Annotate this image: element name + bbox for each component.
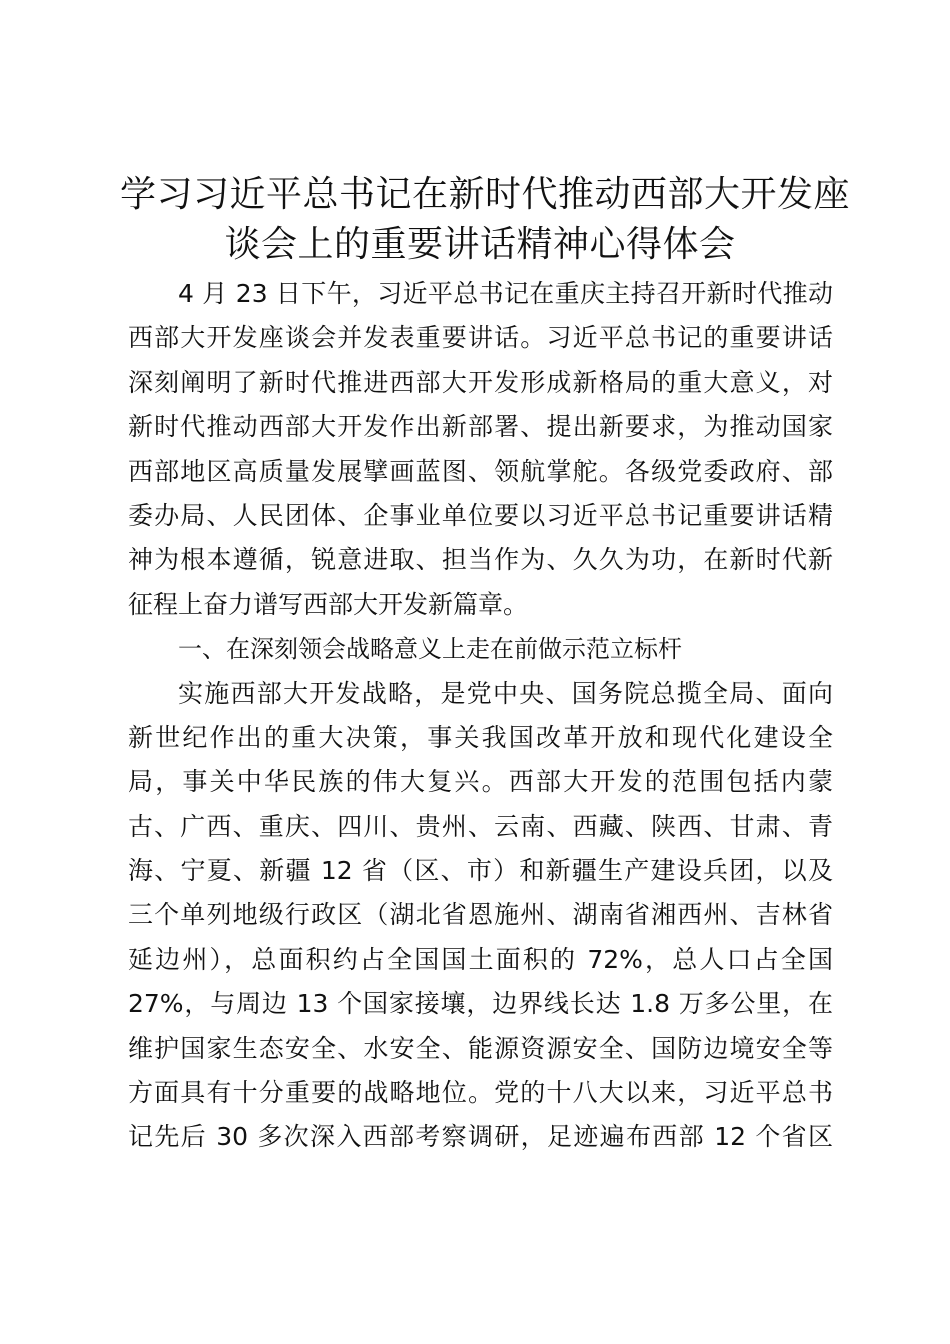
text-line: 深刻阐明了新时代推进西部大开发形成新格局的重大意义，对 <box>128 367 833 397</box>
section-heading: 一、在深刻领会战略意义上走在前做示范立标杆 <box>178 635 682 664</box>
text-line: 记先后 30 多次深入西部考察调研，足迹遍布西部 12 个省区 <box>128 1122 833 1152</box>
document-title <box>120 170 851 270</box>
text-line: 海、宁夏、新疆 12 省（区、市）和新疆生产建设兵团，以及 <box>128 856 833 886</box>
text-line: 西部大开发座谈会并发表重要讲话。习近平总书记的重要讲话 <box>128 323 833 353</box>
text-line: 27%，与周边 13 个国家接壤，边界线长达 1.8 万多公里，在 <box>128 989 833 1019</box>
text-line: 新时代推动西部大开发作出新部署、提出新要求，为推动国家 <box>128 412 833 442</box>
text-line: 委办局、人民团体、企事业单位要以习近平总书记重要讲话精 <box>128 500 833 530</box>
text-line: 神为根本遵循，锐意进取、担当作为、久久为功，在新时代新 <box>128 545 833 575</box>
text-line: 实施西部大开发战略，是党中央、国务院总揽全局、面向 <box>178 678 833 708</box>
paragraph-1 <box>128 272 833 627</box>
title-line-1: 学习习近平总书记在新时代推动西部大开发座 <box>120 174 851 215</box>
text-line: 古、广西、重庆、四川、贵州、云南、西藏、陕西、甘肃、青 <box>128 811 833 841</box>
text-line: 局，事关中华民族的伟大复兴。西部大开发的范围包括内蒙 <box>128 767 833 797</box>
title-line-2: 谈会上的重要讲话精神心得体会 <box>224 224 736 265</box>
text-line: 延边州），总面积约占全国国土面积的 72%，总人口占全国 <box>128 944 833 974</box>
text-line: 维护国家生态安全、水安全、能源资源安全、国防边境安全等 <box>128 1033 833 1063</box>
text-line: 4 月 23 日下午，习近平总书记在重庆主持召开新时代推动 <box>178 279 833 308</box>
text-line: 方面具有十分重要的战略地位。党的十八大以来，习近平总书 <box>128 1078 833 1108</box>
text-line: 西部地区高质量发展擘画蓝图、领航掌舵。各级党委政府、部 <box>128 456 833 486</box>
text-line: 三个单列地级行政区（湖北省恩施州、湖南省湘西州、吉林省 <box>128 900 833 930</box>
text-line: 新世纪作出的重大决策，事关我国改革开放和现代化建设全 <box>128 722 833 752</box>
paragraph-2 <box>128 672 833 1160</box>
text-line: 征程上奋力谱写西部大开发新篇章。 <box>128 589 529 619</box>
document-body <box>128 272 833 1160</box>
